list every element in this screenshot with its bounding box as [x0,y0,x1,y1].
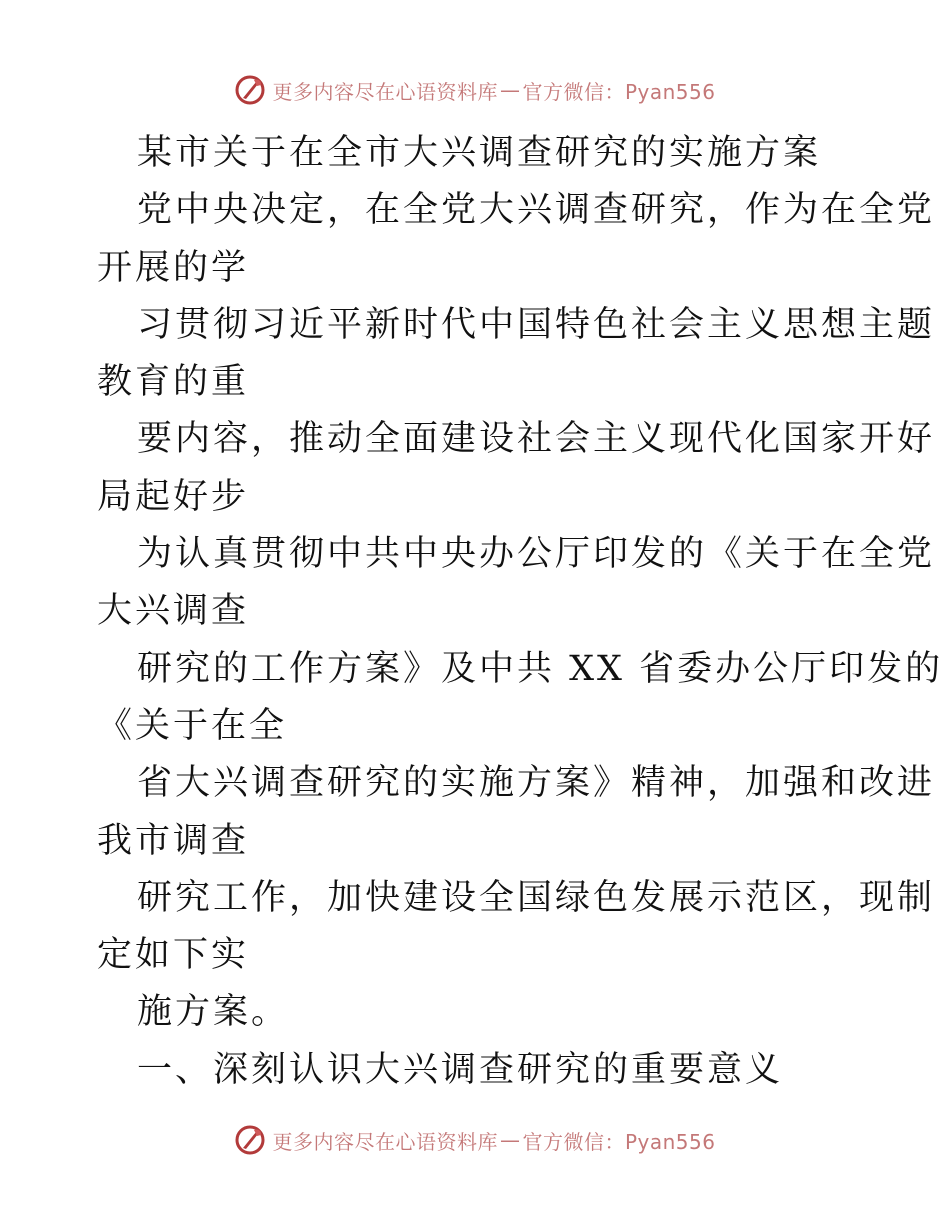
paragraph-line: 施方案。 [137,992,290,1033]
paragraph-line: 研究工作，加快建设全国绿色发展示范区，现制 [137,877,936,918]
feather-pen-icon [234,74,266,106]
banner-wechat-id: 官方微信：Pyan556 [522,79,716,104]
paragraph-line: 教育的重 [97,362,250,403]
paragraph-line: 开展的学 [97,247,250,288]
section-heading: 一、深刻认识大兴调查研究的重要意义 [137,1049,784,1090]
feather-pen-icon [234,1124,266,1156]
paragraph-line: 要内容，推动全面建设社会主义现代化国家开好 [137,419,936,460]
banner-library-name: 更多内容尽在心语资料库 [272,79,498,104]
banner-library-name: 更多内容尽在心语资料库 [272,1129,498,1154]
paragraph-line: 定如下实 [97,935,250,976]
banner-wechat-id: 官方微信：Pyan556 [522,1129,716,1154]
paragraph-line: 研究的工作方案》及中共 XX 省委办公厅印发的 [137,648,944,689]
banner-text [272,76,715,105]
document-title: 某市关于在全市大兴调查研究的实施方案 [137,133,822,173]
footer-banner [0,1120,950,1160]
paragraph-line: 为认真贯彻中共中央办公厅印发的《关于在全党 [137,534,936,575]
header-banner [0,70,950,110]
banner-separator: — [499,1128,521,1152]
paragraph-line: 党中央决定，在全党大兴调查研究，作为在全党 [137,190,936,231]
paragraph-line: 局起好步 [97,476,250,517]
paragraph-line: 省大兴调查研究的实施方案》精神，加强和改进 [137,763,936,804]
banner-text [272,1126,715,1155]
document-body [97,125,944,1099]
paragraph-line: 我市调查 [97,820,250,861]
banner-separator: — [499,78,521,102]
paragraph-line: 《关于在全 [97,705,288,746]
paragraph-line: 大兴调查 [97,591,250,632]
paragraph-line: 习贯彻习近平新时代中国特色社会主义思想主题 [137,304,936,345]
